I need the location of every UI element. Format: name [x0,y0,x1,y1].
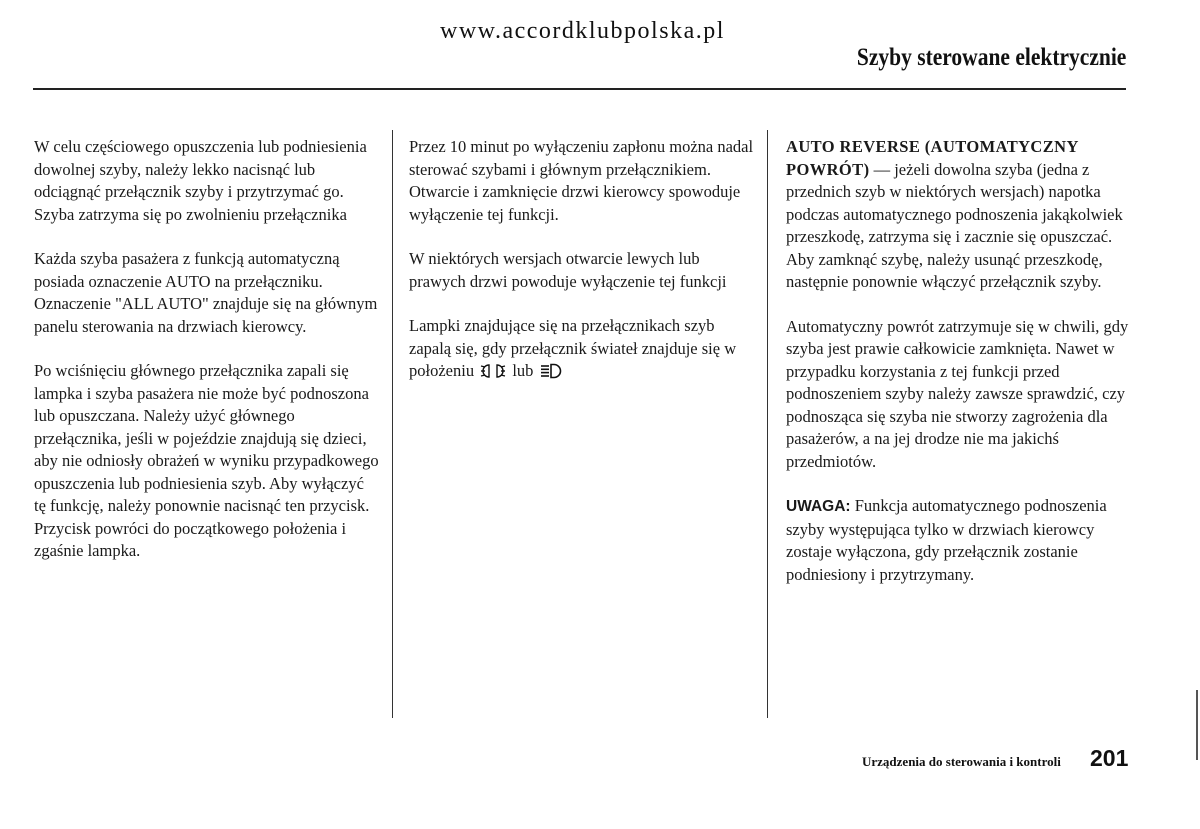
or-text: lub [512,361,534,380]
column-divider [392,130,393,718]
page-edge-line [1196,690,1198,760]
paragraph: Przez 10 minut po wyłączeniu zapłonu można nadal sterować szybami i głównym przełącznikiem. Otwarcie i zamknięcie drzwi kierowcy spowoduje wyłączenie tej funkcji. [409,137,754,224]
paragraph: W niektórych wersjach otwarcie lewych lub prawych drzwi powoduje wyłączenie tej funkcji [409,249,727,291]
page-title: Szyby sterowane elektrycznie [856,44,1126,71]
footer-section-title: Urządzenia do sterowania i kontroli [862,754,1061,769]
paragraph [409,315,754,386]
paragraph-text: — jeżeli dowolna szyba (jedna z przednich szyb w niektórych wersjach) napotka podczas automatycznego podnoszenia jakąkolwiek przeszkodę, zatrzyma się i zacznie się opuszczać. Aby zamknąć szybę, należy usunąć przeszkodę, następnie ponownie włączyć przełącznik szyby. [786,159,1123,291]
column-divider [767,130,768,718]
page-number: 201 [1090,745,1129,771]
paragraph: Po wciśnięciu głównego przełącznika zapali się lampka i szyba pasażera nie może być podnoszona lub opuszczana. Należy użyć głównego przełącznika, jeśli w pojeździe znajdują się dzieci, aby nie odniosły obrażeń w wyniku przypadkowego opuszczenia lub podniesienia szyb. Aby wyłączyć tę funkcję, należy ponownie nacisnąć ten przycisk. Przycisk powróci do początkowego położenia i zgaśnie lampka. [34,361,379,560]
site-url: www.accordklubpolska.pl [440,18,725,44]
paragraph [786,136,1132,294]
note-label: UWAGA: [786,498,851,515]
paragraph-text: Lampki znajdujące się na przełącznikach szyb zapalą się, gdy przełącznik świateł znajduje się w położeniu [409,316,737,380]
column-2 [409,136,754,408]
note-paragraph [786,495,1132,586]
headlights-icon [540,363,564,386]
column-1 [34,136,379,585]
parking-lights-icon [480,363,506,386]
paragraph: Każda szyba pasażera z funkcją automatyczną posiada oznaczenie AUTO na przełączniku. Oznaczenie "ALL AUTO" znajduje się na głównym panelu sterowania na drzwiach kierowcy. [34,249,378,336]
note-text: Funkcja automatycznego podnoszenia szyby występująca tylko w drzwiach kierowcy zostaje wyłączona, gdy przełącznik zostanie podniesiony i przytrzymany. [786,496,1107,584]
paragraph: W celu częściowego opuszczenia lub podniesienia dowolnej szyby, należy lekko nacisnąć lub odciągnąć przełącznik szyby i przytrzymać go. Szyba zatrzyma się po zwolnieniu przełącznika [34,137,367,224]
column-3 [786,136,1132,608]
auto-reverse-heading: AUTO REVERSE (AUTOMATYCZNY POWRÓT) [786,137,1079,179]
paragraph: Automatyczny powrót zatrzymuje się w chwili, gdy szyba jest prawie całkowicie zamknięta. Nawet w przypadku korzystania z tej funkcji przed podnoszeniem szyby należy zawsze sprawdzić, czy podnosząca się szyba nie stworzy zagrożenia dla pasażerów, a na jej drodze nie ma jakichś przedmiotów. [786,316,1129,471]
header-rule [33,88,1126,90]
